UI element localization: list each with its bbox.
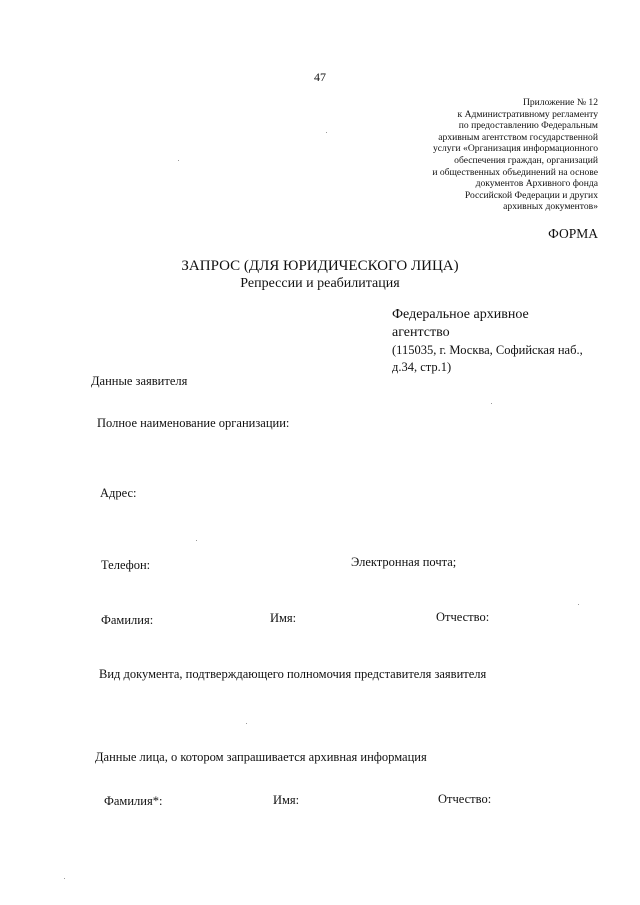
document-subtitle: Репрессии и реабилитация: [240, 276, 400, 291]
subject-surname-label: Фамилия*:: [104, 794, 163, 808]
address-label: Адрес:: [100, 486, 137, 500]
applicant-surname-label: Фамилия:: [101, 613, 154, 627]
email-label: Электронная почта;: [351, 555, 457, 569]
scan-speck: [491, 403, 492, 404]
appendix-line: Приложение № 12: [522, 97, 598, 108]
appendix-line: по предоставлению Федеральным: [458, 120, 598, 132]
appendix-line: архивных документов»: [503, 201, 598, 213]
phone-label: Телефон:: [101, 558, 151, 572]
applicant-name-label: Имя:: [270, 611, 297, 625]
scan-speck: [246, 723, 247, 724]
appendix-line: документов Архивного фонда: [475, 178, 598, 190]
recipient-address-line2: д.34, стр.1): [392, 360, 452, 374]
recipient-address-line1: (115035, г. Москва, Софийская наб.,: [392, 343, 583, 357]
scan-speck: [578, 604, 579, 605]
scan-speck: [326, 132, 327, 133]
scan-speck: [178, 160, 179, 161]
appendix-line: обеспечения граждан, организаций: [454, 154, 598, 166]
subject-section-heading: Данные лица, о котором запрашивается архивная информация: [95, 750, 427, 764]
recipient-block: [392, 306, 583, 376]
page-number: 47: [314, 70, 326, 84]
subject-patronymic-label: Отчество:: [438, 792, 492, 806]
scan-speck: [64, 878, 65, 879]
subject-name-label: Имя:: [273, 793, 300, 807]
applicant-section-heading: Данные заявителя: [91, 374, 188, 388]
appendix-header: [378, 97, 598, 213]
applicant-patronymic-label: Отчество:: [436, 610, 490, 624]
appendix-line: к Административному регламенту: [457, 108, 598, 120]
appendix-line: Российской Федерации и других: [464, 189, 598, 201]
document-title: ЗАПРОС (ДЛЯ ЮРИДИЧЕСКОГО ЛИЦА): [181, 258, 459, 274]
recipient-name-line1: Федеральное архивное: [392, 307, 529, 322]
org-name-label: Полное наименование организации:: [97, 416, 290, 430]
form-label: ФОРМА: [548, 226, 598, 241]
appendix-line: и общественных объединений на основе: [432, 166, 598, 178]
appendix-line: услуги «Организация информационного: [432, 143, 598, 155]
scan-speck: [196, 540, 197, 541]
authority-document-label: Вид документа, подтверждающего полномочия представителя заявителя: [99, 667, 487, 681]
recipient-name-line2: агентство: [392, 325, 450, 340]
appendix-line: архивным агентством государственной: [438, 131, 598, 143]
